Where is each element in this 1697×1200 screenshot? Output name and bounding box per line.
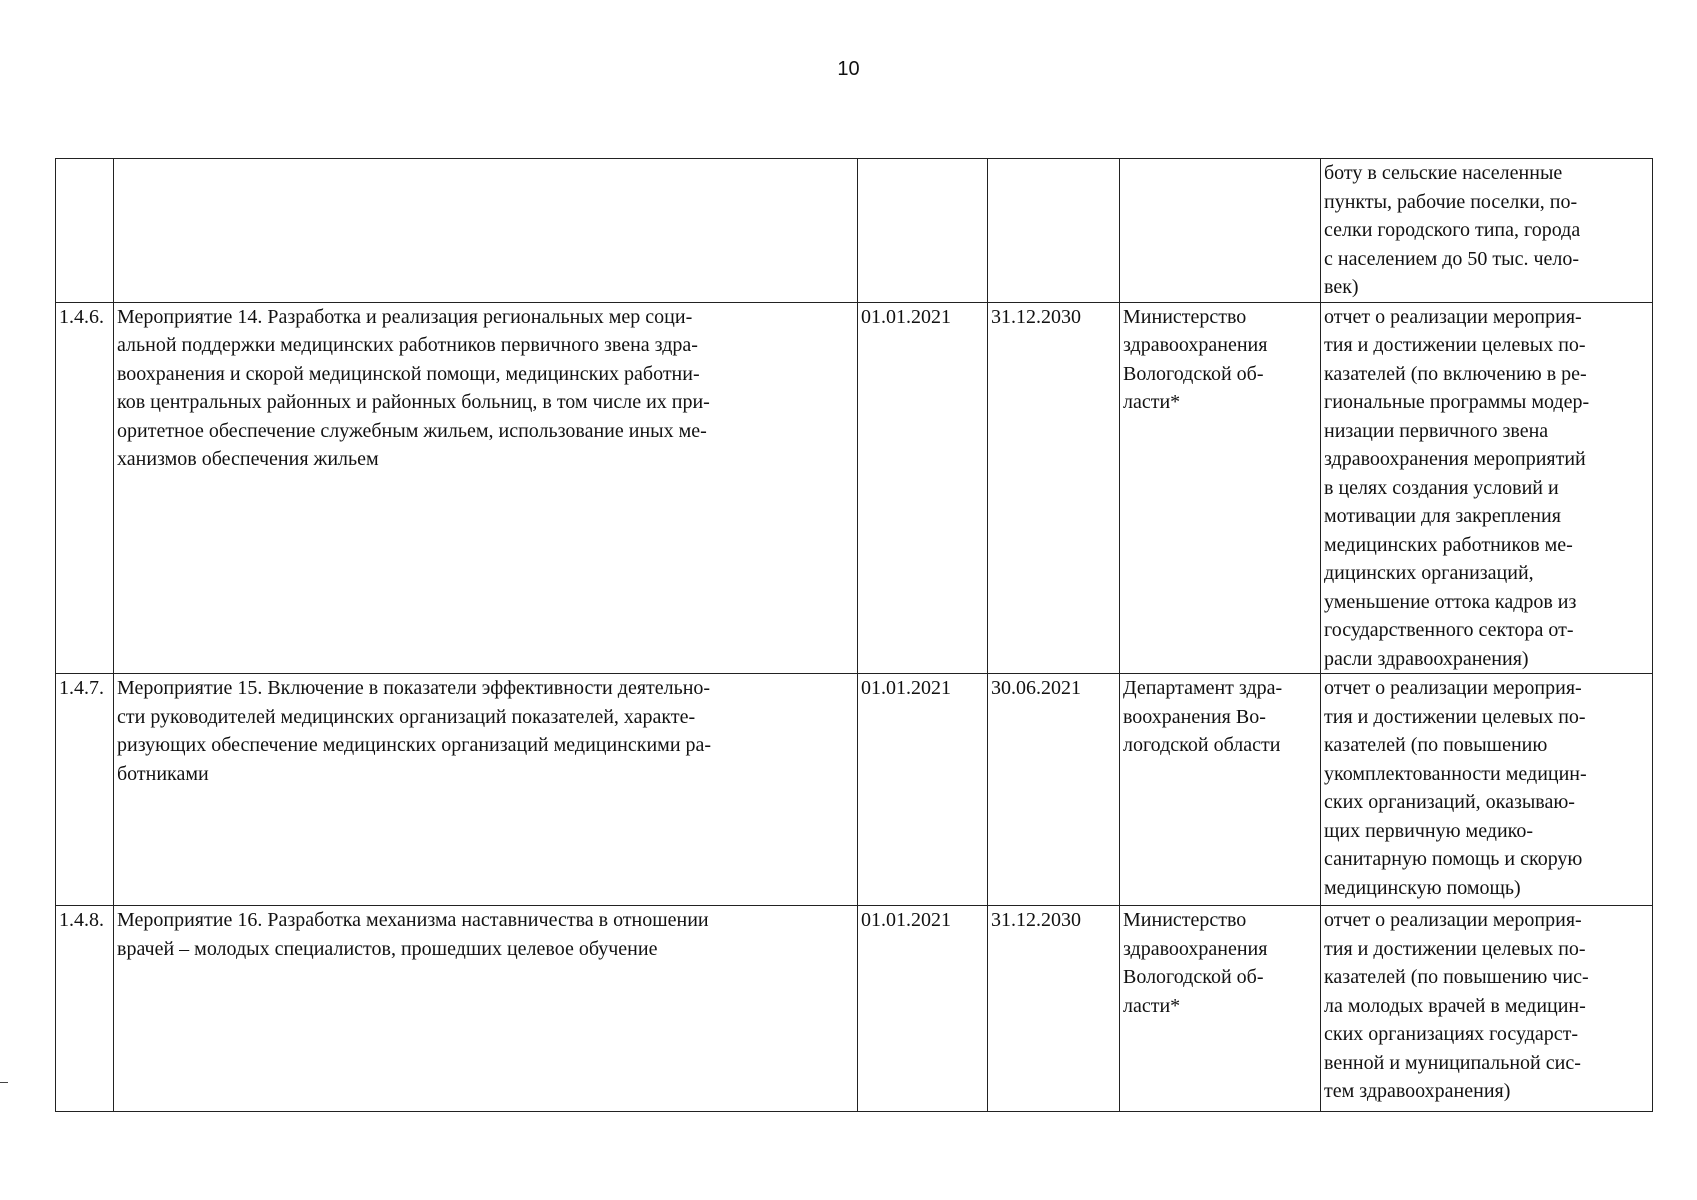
- table-row: [56, 302, 1653, 674]
- end-date-cell: 31.12.2030: [988, 302, 1120, 674]
- row-number-cell: [56, 159, 114, 303]
- end-date-cell: [988, 159, 1120, 303]
- activity-description-cell: Мероприятие 15. Включение в показатели эффективности деятельно- сти руководителей медицинских организаций показателей, характе- ризующих обеспечение медицинских организаций медицинскими ра- ботниками: [114, 674, 858, 906]
- start-date-cell: 01.01.2021: [858, 674, 988, 906]
- table-row: [56, 906, 1653, 1112]
- table-row: [56, 674, 1653, 906]
- activities-table: [55, 158, 1653, 1112]
- responsible-cell: Министерство здравоохранения Вологодской об- ласти*: [1120, 906, 1321, 1112]
- activity-description-cell: [114, 159, 858, 303]
- start-date-cell: 01.01.2021: [858, 906, 988, 1112]
- result-cell: боту в сельские населенные пункты, рабочие поселки, по- селки городского типа, города с населением до 50 тыс. чело- век): [1321, 159, 1653, 303]
- start-date-cell: [858, 159, 988, 303]
- row-number-cell: 1.4.7.: [56, 674, 114, 906]
- activity-description-cell: Мероприятие 16. Разработка механизма наставничества в отношении врачей – молодых специалистов, прошедших целевое обучение: [114, 906, 858, 1112]
- margin-tick: [0, 1082, 8, 1083]
- result-cell: отчет о реализации мероприя- тия и достижении целевых по- казателей (по повышению укомплектованности медицин- ских организаций, оказываю- щих первичную медико- санитарную помощь и скорую медицинскую помощь): [1321, 674, 1653, 906]
- end-date-cell: 30.06.2021: [988, 674, 1120, 906]
- row-number-cell: 1.4.8.: [56, 906, 114, 1112]
- activity-description-cell: Мероприятие 14. Разработка и реализация региональных мер соци- альной поддержки медицинских работников первичного звена здра- воохранения и скорой медицинской помощи, медицинских работни- ков центральных районных и районных больниц, в том числе их при- оритетное обеспечение служебным жильем, использование иных ме- ханизмов обеспечения жильем: [114, 302, 858, 674]
- start-date-cell: 01.01.2021: [858, 302, 988, 674]
- table-row: [56, 159, 1653, 303]
- row-number-cell: 1.4.6.: [56, 302, 114, 674]
- responsible-cell: [1120, 159, 1321, 303]
- result-cell: отчет о реализации мероприя- тия и достижении целевых по- казателей (по повышению чис- ла молодых врачей в медицин- ских организациях государст- венной и муниципальной сис- тем здравоохранения): [1321, 906, 1653, 1112]
- end-date-cell: 31.12.2030: [988, 906, 1120, 1112]
- responsible-cell: Министерство здравоохранения Вологодской об- ласти*: [1120, 302, 1321, 674]
- responsible-cell: Департамент здра- воохранения Во- логодской области: [1120, 674, 1321, 906]
- result-cell: отчет о реализации мероприя- тия и достижении целевых по- казателей (по включению в ре- гиональные программы модер- низации первичного звена здравоохранения мероприятий в целях создания условий и мотивации для закрепления медицинских работников ме- дицинских организаций, уменьшение оттока кадров из государственного сектора от- расли здравоохранения): [1321, 302, 1653, 674]
- page-number: 10: [837, 58, 860, 80]
